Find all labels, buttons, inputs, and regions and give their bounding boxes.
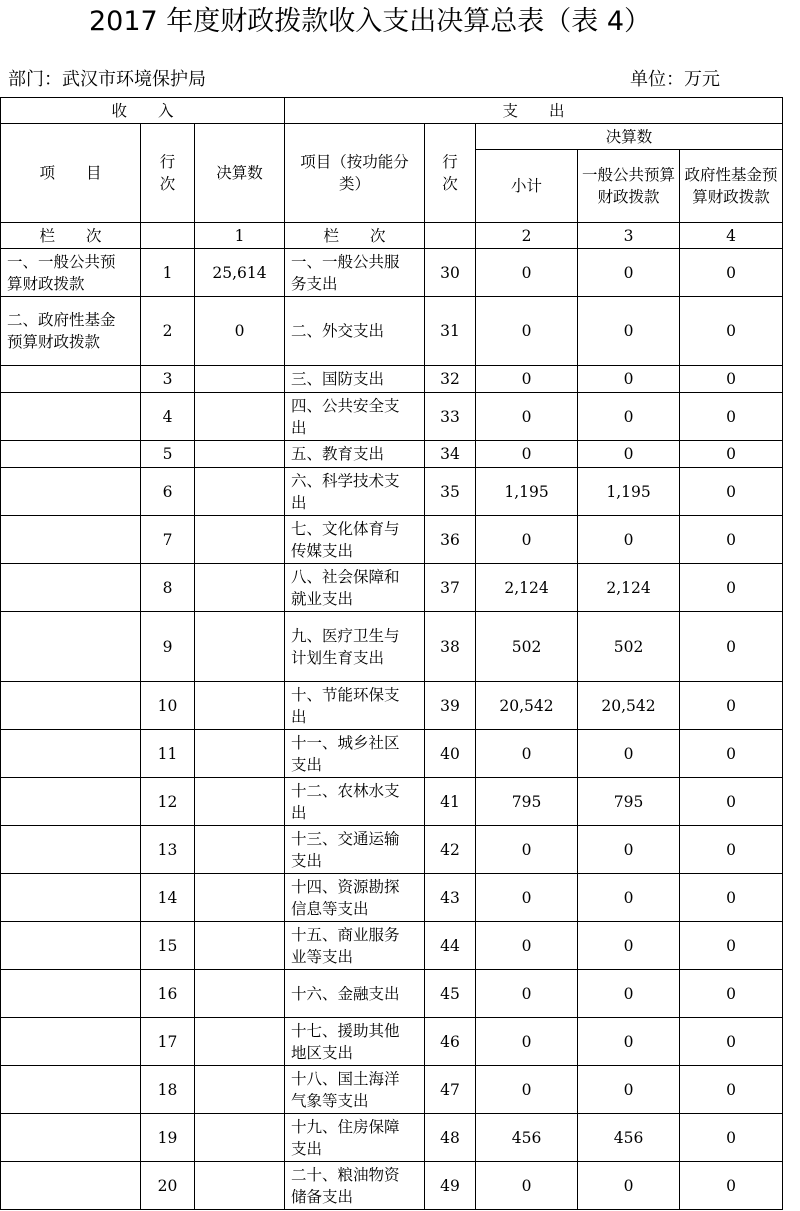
row-no-header: 行次 — [141, 124, 195, 223]
income-section-header: 收 入 — [1, 98, 285, 124]
income-amount-cell — [195, 441, 285, 468]
general-public-cell: 0 — [578, 826, 680, 874]
unit-label: 单位：万元 — [630, 69, 720, 90]
general-public-cell: 502 — [578, 612, 680, 682]
income-amount-cell — [195, 730, 285, 778]
expense-item-cell: 十七、援助其他地区支出 — [285, 1018, 425, 1066]
subtotal-cell: 0 — [476, 393, 578, 441]
row-number-cell: 7 — [141, 516, 195, 564]
income-amount-cell — [195, 1162, 285, 1210]
expense-row-number-cell: 39 — [425, 682, 476, 730]
expense-item-cell: 二、外交支出 — [285, 297, 425, 366]
expense-item-cell: 五、教育支出 — [285, 441, 425, 468]
table-row — [1, 564, 783, 612]
subtotal-cell: 0 — [476, 922, 578, 970]
table-row — [1, 366, 783, 393]
income-amount-cell — [195, 366, 285, 393]
income-item-cell — [1, 1018, 141, 1066]
income-amount-cell — [195, 564, 285, 612]
table-row — [1, 682, 783, 730]
row-number-cell: 13 — [141, 826, 195, 874]
budget-summary-table — [0, 97, 783, 1210]
table-row — [1, 612, 783, 682]
expense-item-cell: 十一、城乡社区支出 — [285, 730, 425, 778]
general-public-cell: 0 — [578, 441, 680, 468]
column-index-4: 4 — [680, 223, 783, 249]
subtotal-cell: 0 — [476, 516, 578, 564]
expense-item-cell: 二十、粮油物资储备支出 — [285, 1162, 425, 1210]
gov-fund-cell: 0 — [680, 922, 783, 970]
expense-item-cell: 十三、交通运输支出 — [285, 826, 425, 874]
general-public-cell: 456 — [578, 1114, 680, 1162]
income-amount-cell — [195, 682, 285, 730]
income-amount-cell — [195, 516, 285, 564]
expense-item-cell: 十四、资源勘探信息等支出 — [285, 874, 425, 922]
table-row — [1, 516, 783, 564]
general-public-cell: 2,124 — [578, 564, 680, 612]
expense-row-number-cell: 30 — [425, 249, 476, 297]
income-item-cell — [1, 1066, 141, 1114]
gov-fund-cell: 0 — [680, 1018, 783, 1066]
subtotal-cell: 0 — [476, 366, 578, 393]
general-public-cell: 0 — [578, 393, 680, 441]
general-public-cell: 0 — [578, 1018, 680, 1066]
expense-row-number-cell: 34 — [425, 441, 476, 468]
subtotal-cell: 20,542 — [476, 682, 578, 730]
general-public-cell: 0 — [578, 249, 680, 297]
row-number-cell: 19 — [141, 1114, 195, 1162]
subtotal-cell: 0 — [476, 249, 578, 297]
general-public-cell: 0 — [578, 1066, 680, 1114]
income-item-cell: 二、政府性基金预算财政拨款 — [1, 297, 141, 366]
income-item-cell — [1, 516, 141, 564]
expense-item-cell: 六、科学技术支出 — [285, 468, 425, 516]
income-item-cell — [1, 366, 141, 393]
subtotal-cell: 0 — [476, 1066, 578, 1114]
income-amount-cell — [195, 826, 285, 874]
general-public-cell: 0 — [578, 516, 680, 564]
income-amount-cell — [195, 612, 285, 682]
gov-fund-cell: 0 — [680, 826, 783, 874]
income-amount-cell — [195, 468, 285, 516]
gov-fund-cell: 0 — [680, 682, 783, 730]
subtotal-cell: 502 — [476, 612, 578, 682]
income-item-cell — [1, 612, 141, 682]
column-index-blank — [141, 223, 195, 249]
expense-item-cell: 七、文化体育与传媒支出 — [285, 516, 425, 564]
gov-fund-cell: 0 — [680, 874, 783, 922]
expense-row-number-cell: 35 — [425, 468, 476, 516]
subtotal-cell: 795 — [476, 778, 578, 826]
table-row — [1, 1018, 783, 1066]
general-public-header: 一般公共预算财政拨款 — [578, 150, 680, 223]
income-item-cell — [1, 970, 141, 1018]
expense-row-number-cell: 31 — [425, 297, 476, 366]
expense-row-number-cell: 37 — [425, 564, 476, 612]
subtotal-cell: 2,124 — [476, 564, 578, 612]
expense-row-number-cell: 40 — [425, 730, 476, 778]
general-public-cell: 0 — [578, 297, 680, 366]
row-number-cell: 18 — [141, 1066, 195, 1114]
department-label: 部门：武汉市环境保护局 — [8, 69, 206, 90]
table-row — [1, 826, 783, 874]
table-row — [1, 1114, 783, 1162]
income-item-cell — [1, 826, 141, 874]
subtotal-cell: 0 — [476, 970, 578, 1018]
subtotal-cell: 0 — [476, 297, 578, 366]
income-amount-cell — [195, 922, 285, 970]
income-item-cell — [1, 1114, 141, 1162]
income-item-cell — [1, 393, 141, 441]
expense-row-number-cell: 47 — [425, 1066, 476, 1114]
column-index-blank-2 — [425, 223, 476, 249]
general-public-cell: 0 — [578, 922, 680, 970]
expense-item-cell: 十八、国土海洋气象等支出 — [285, 1066, 425, 1114]
expense-row-number-cell: 38 — [425, 612, 476, 682]
expense-row-number-cell: 33 — [425, 393, 476, 441]
row-number-cell: 4 — [141, 393, 195, 441]
table-row — [1, 1162, 783, 1210]
gov-fund-cell: 0 — [680, 516, 783, 564]
income-amount-cell — [195, 874, 285, 922]
subtotal-cell: 0 — [476, 441, 578, 468]
row-number-cell: 1 — [141, 249, 195, 297]
row-number-cell: 15 — [141, 922, 195, 970]
general-public-cell: 1,195 — [578, 468, 680, 516]
gov-fund-cell: 0 — [680, 970, 783, 1018]
expense-row-number-cell: 46 — [425, 1018, 476, 1066]
row-number-cell: 2 — [141, 297, 195, 366]
income-amount-header: 决算数 — [195, 124, 285, 223]
subtotal-cell: 0 — [476, 826, 578, 874]
gov-fund-cell: 0 — [680, 1066, 783, 1114]
expense-item-cell: 八、社会保障和就业支出 — [285, 564, 425, 612]
table-row — [1, 730, 783, 778]
income-item-cell — [1, 468, 141, 516]
gov-fund-cell: 0 — [680, 778, 783, 826]
column-index-1: 1 — [195, 223, 285, 249]
table-row — [1, 922, 783, 970]
expense-item-cell: 一、一般公共服务支出 — [285, 249, 425, 297]
row-number-cell: 17 — [141, 1018, 195, 1066]
expense-item-header: 项目（按功能分类） — [285, 124, 425, 223]
table-row — [1, 1066, 783, 1114]
subtotal-cell: 0 — [476, 730, 578, 778]
gov-fund-cell: 0 — [680, 441, 783, 468]
general-public-cell: 0 — [578, 970, 680, 1018]
income-amount-cell — [195, 393, 285, 441]
table-row — [1, 249, 783, 297]
expense-item-cell: 九、医疗卫生与计划生育支出 — [285, 612, 425, 682]
table-row — [1, 468, 783, 516]
income-amount-cell: 25,614 — [195, 249, 285, 297]
general-public-cell: 795 — [578, 778, 680, 826]
table-row — [1, 393, 783, 441]
general-public-cell: 0 — [578, 1162, 680, 1210]
gov-fund-cell: 0 — [680, 297, 783, 366]
row-number-cell: 10 — [141, 682, 195, 730]
expense-item-cell: 十、节能环保支出 — [285, 682, 425, 730]
expense-item-cell: 十九、住房保障支出 — [285, 1114, 425, 1162]
expense-row-number-cell: 42 — [425, 826, 476, 874]
gov-fund-cell: 0 — [680, 393, 783, 441]
income-amount-cell: 0 — [195, 297, 285, 366]
expense-item-cell: 十二、农林水支出 — [285, 778, 425, 826]
general-public-cell: 0 — [578, 730, 680, 778]
expense-item-cell: 十五、商业服务业等支出 — [285, 922, 425, 970]
table-row — [1, 441, 783, 468]
expense-row-no-header: 行次 — [425, 124, 476, 223]
gov-fund-header: 政府性基金预算财政拨款 — [680, 150, 783, 223]
general-public-cell: 0 — [578, 366, 680, 393]
income-item-cell: 一、一般公共预算财政拨款 — [1, 249, 141, 297]
income-amount-cell — [195, 970, 285, 1018]
gov-fund-cell: 0 — [680, 366, 783, 393]
subtotal-cell: 0 — [476, 1018, 578, 1066]
income-item-header: 项 目 — [1, 124, 141, 223]
row-number-cell: 12 — [141, 778, 195, 826]
income-item-cell — [1, 874, 141, 922]
general-public-cell: 20,542 — [578, 682, 680, 730]
gov-fund-cell: 0 — [680, 612, 783, 682]
gov-fund-cell: 0 — [680, 564, 783, 612]
column-index-label-2: 栏 次 — [285, 223, 425, 249]
column-index-3: 3 — [578, 223, 680, 249]
expense-row-number-cell: 41 — [425, 778, 476, 826]
income-item-cell — [1, 682, 141, 730]
expense-row-number-cell: 43 — [425, 874, 476, 922]
row-number-cell: 9 — [141, 612, 195, 682]
income-item-cell — [1, 730, 141, 778]
expense-item-cell: 三、国防支出 — [285, 366, 425, 393]
column-index-2: 2 — [476, 223, 578, 249]
subtotal-header: 小计 — [476, 150, 578, 223]
gov-fund-cell: 0 — [680, 730, 783, 778]
row-number-cell: 5 — [141, 441, 195, 468]
gov-fund-cell: 0 — [680, 468, 783, 516]
income-amount-cell — [195, 778, 285, 826]
row-number-cell: 14 — [141, 874, 195, 922]
expense-budget-header: 决算数 — [476, 124, 783, 150]
expense-item-cell: 四、公共安全支出 — [285, 393, 425, 441]
income-item-cell — [1, 778, 141, 826]
row-number-cell: 3 — [141, 366, 195, 393]
subtotal-cell: 456 — [476, 1114, 578, 1162]
gov-fund-cell: 0 — [680, 1162, 783, 1210]
income-item-cell — [1, 1162, 141, 1210]
expense-row-number-cell: 48 — [425, 1114, 476, 1162]
expense-row-number-cell: 44 — [425, 922, 476, 970]
subtotal-cell: 1,195 — [476, 468, 578, 516]
column-index-label: 栏 次 — [1, 223, 141, 249]
expense-row-number-cell: 36 — [425, 516, 476, 564]
row-number-cell: 11 — [141, 730, 195, 778]
expense-row-number-cell: 49 — [425, 1162, 476, 1210]
subtotal-cell: 0 — [476, 1162, 578, 1210]
report-title: 2017 年度财政拨款收入支出决算总表（表 4） — [88, 6, 652, 37]
table-row — [1, 778, 783, 826]
income-item-cell — [1, 441, 141, 468]
row-number-cell: 8 — [141, 564, 195, 612]
subtotal-cell: 0 — [476, 874, 578, 922]
table-row — [1, 874, 783, 922]
general-public-cell: 0 — [578, 874, 680, 922]
table-row — [1, 297, 783, 366]
income-amount-cell — [195, 1066, 285, 1114]
expense-section-header: 支 出 — [285, 98, 783, 124]
row-number-cell: 6 — [141, 468, 195, 516]
expense-item-cell: 十六、金融支出 — [285, 970, 425, 1018]
table-row — [1, 970, 783, 1018]
row-number-cell: 20 — [141, 1162, 195, 1210]
gov-fund-cell: 0 — [680, 1114, 783, 1162]
expense-row-number-cell: 32 — [425, 366, 476, 393]
income-item-cell — [1, 922, 141, 970]
gov-fund-cell: 0 — [680, 249, 783, 297]
income-amount-cell — [195, 1018, 285, 1066]
income-amount-cell — [195, 1114, 285, 1162]
expense-row-number-cell: 45 — [425, 970, 476, 1018]
row-number-cell: 16 — [141, 970, 195, 1018]
income-item-cell — [1, 564, 141, 612]
